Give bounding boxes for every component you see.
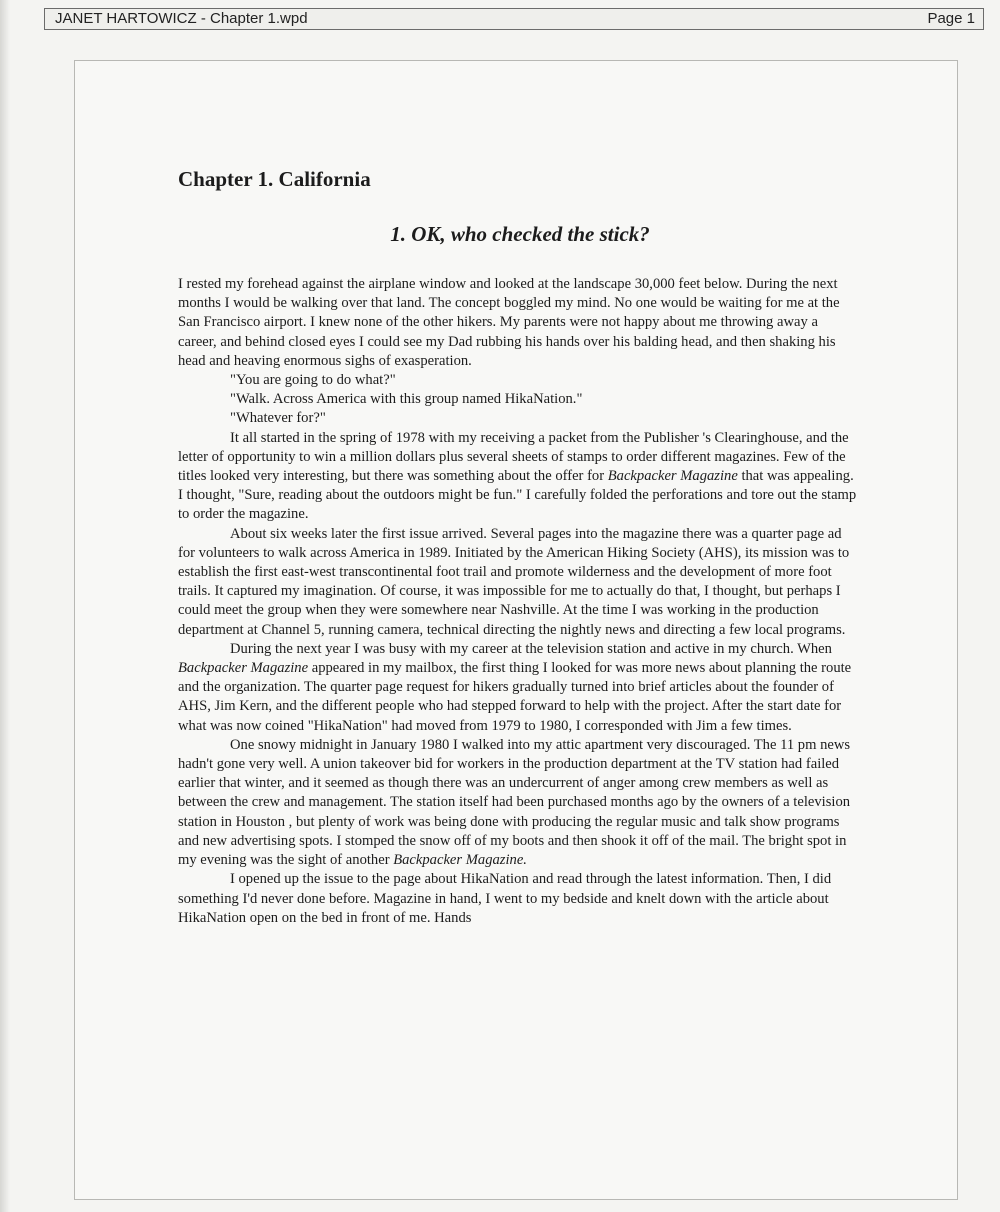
- paragraph: [178, 371, 858, 390]
- chapter-heading: Chapter 1. California: [178, 167, 371, 191]
- paragraph: [178, 525, 858, 640]
- paragraph-text: appeared in my mailbox, the first thing I looked for was more news about planning the route and the organization. The quarter page request for hikers gradually turned into brief articles about the founder of AHS, Jim Kern, and the different people who had stepped forward to help with the project. After the start date for what was now coined "HikaNation" had moved from 1979 to 1980, I corresponded with Jim a few times.: [178, 660, 852, 734]
- paragraph-text: About six weeks later the first issue arrived. Several pages into the magazine there was a quarter page ad for volunteers to walk across America in 1989. Initiated by the American Hiking Society (AHS), its mission was to establish the first east-west transcontinental foot trail and promote wilderness and the development of more foot trails. It captured my imagination. Of course, it was impossible for me to actually do that, I thought, but perhaps I could meet the group when they were somewhere near Nashville. At the time I was working in the production department at Channel 5, running camera, technical directing the nightly news and directing a few local programs.: [178, 525, 850, 638]
- paragraph-text: I opened up the issue to the page about HikaNation and read through the latest information. Then, I did something I'd never done before. Magazine in hand, I went to my bedside and knelt down with the article about HikaNation open on the bed in front of me. Hands: [178, 871, 832, 926]
- paragraph-text: I rested my forehead against the airplane window and looked at the landscape 30,000 feet below. During the next months I would be walking over that land. The concept boggled my mind. No one would be waiting for me at the San Francisco airport. I knew none of the other hikers. My parents were not happy about me throwing away a career, and behind closed eyes I could see my Dad rubbing his hands over his balding head, and then shaking his head and heaving enormous sighs of exasperation.: [178, 276, 840, 369]
- italic-text: Backpacker Magazine.: [393, 852, 527, 869]
- paragraph-text: "You are going to do what?": [230, 372, 396, 389]
- paragraph-text: "Whatever for?": [230, 410, 326, 427]
- paragraph-text: that was appealing. I thought, "Sure, reading about the outdoors might be fun." I carefully folded the perforations and tore out the stamp to order the magazine.: [178, 468, 857, 523]
- paragraph: [178, 429, 858, 525]
- paragraph: [178, 275, 858, 371]
- body-text: [178, 275, 858, 928]
- paragraph-text: It all started in the spring of 1978 with my receiving a packet from the Publisher 's Clearinghouse, and the letter of opportunity to win a million dollars plus several sheets of stamps to order different magazines. Few of the titles looked very interesting, but there was something about the offer for: [178, 429, 849, 485]
- section-title: 1. OK, who checked the stick?: [390, 222, 650, 246]
- paragraph-text: One snowy midnight in January 1980 I walked into my attic apartment very discouraged. The 11 pm news hadn't gone very well. A union takeover bid for workers in the production department at the TV station had failed earlier that winter, and it seemed as though there was an undercurrent of anger among crew members as well as between the crew and management. The station itself had been purchased months ago by the owners of a television station in Houston , but plenty of work was being done with producing the regular music and talk show programs and new advertising spots. I stomped the snow off of my boots and then shook it off of the mail. The bright spot in my evening was the sight of another: [178, 736, 851, 869]
- scan-edge-shadow: [0, 0, 10, 1212]
- paragraph-text: During the next year I was busy with my career at the television station and active in my church. When: [230, 640, 832, 657]
- italic-text: Backpacker Magazine: [178, 660, 309, 677]
- italic-text: Backpacker Magazine: [607, 468, 738, 485]
- paragraph: [178, 736, 858, 870]
- paragraph: [178, 870, 858, 928]
- document-header-bar: [44, 8, 984, 30]
- paragraph-text: "Walk. Across America with this group named HikaNation.": [230, 391, 583, 408]
- paragraph: [178, 390, 858, 409]
- paragraph: [178, 409, 858, 428]
- page-number: Page 1: [927, 10, 975, 27]
- document-filename: JANET HARTOWICZ - Chapter 1.wpd: [55, 10, 308, 27]
- paragraph: [178, 640, 858, 736]
